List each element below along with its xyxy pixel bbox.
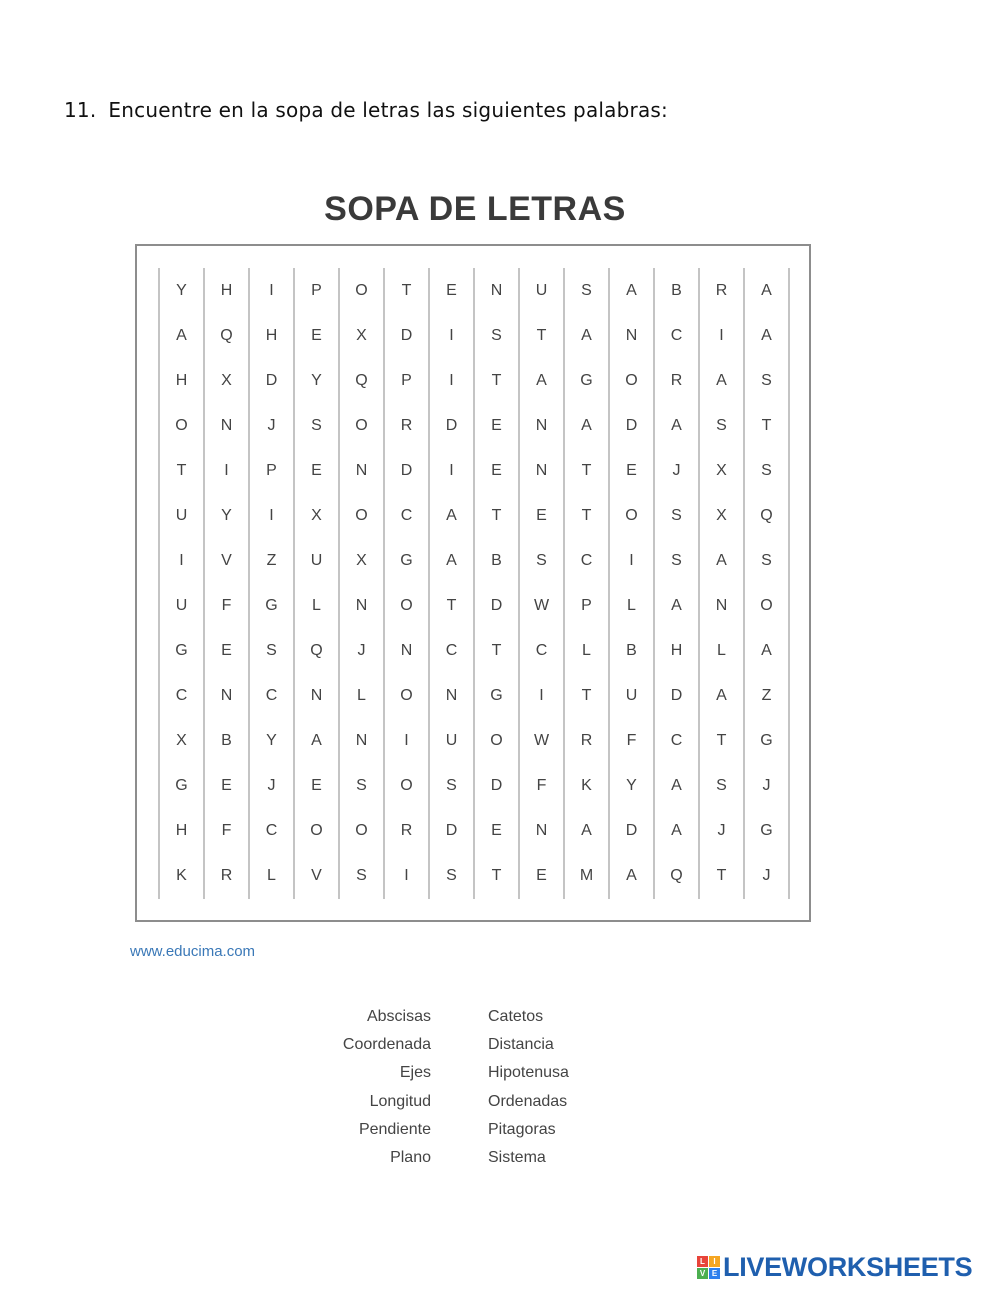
grid-cell[interactable]: Z (266, 551, 277, 569)
grid-cell[interactable]: S (761, 371, 772, 389)
grid-cell[interactable]: U (175, 596, 188, 614)
grid-cell[interactable]: N (355, 596, 368, 614)
grid-cell[interactable]: R (715, 281, 728, 299)
grid-cell[interactable]: C (445, 641, 458, 659)
grid-cell[interactable]: N (535, 821, 548, 839)
grid-cell[interactable]: T (761, 416, 772, 434)
grid-cell[interactable]: H (220, 281, 233, 299)
grid-cell[interactable]: I (269, 506, 274, 524)
grid-cell[interactable]: X (356, 326, 367, 344)
grid-cell[interactable]: T (716, 866, 727, 884)
grid-cell[interactable]: N (220, 416, 233, 434)
grid-cell[interactable]: C (265, 686, 278, 704)
grid-cell[interactable]: L (312, 596, 321, 614)
grid-cell[interactable]: E (311, 776, 322, 794)
grid-cell[interactable]: F (221, 596, 232, 614)
grid-cell[interactable]: C (670, 731, 683, 749)
grid-cell[interactable]: G (175, 776, 188, 794)
grid-cell[interactable]: T (491, 506, 502, 524)
question-number: 11. (64, 98, 97, 122)
grid-cell[interactable]: X (356, 551, 367, 569)
grid-cell[interactable]: T (491, 371, 502, 389)
grid-cell[interactable]: L (582, 641, 591, 659)
grid-cell[interactable]: B (671, 281, 682, 299)
grid-cell[interactable]: S (491, 326, 502, 344)
grid-cell[interactable]: C (265, 821, 278, 839)
grid-cell[interactable]: F (221, 821, 232, 839)
grid-cell[interactable]: L (357, 686, 366, 704)
grid-cell[interactable]: A (446, 506, 457, 524)
brand-text: LIVEWORKSHEETS (723, 1252, 973, 1282)
grid-cell[interactable]: O (400, 686, 413, 704)
grid-cell[interactable]: O (310, 821, 323, 839)
grid-cell[interactable]: B (626, 641, 637, 659)
grid-cell[interactable]: F (626, 731, 637, 749)
grid-cell[interactable]: Y (626, 776, 637, 794)
grid-cell[interactable]: T (536, 326, 547, 344)
word-item: Ejes (399, 1064, 431, 1082)
source-link[interactable]: www.educima.com (130, 943, 256, 960)
grid-cell[interactable]: W (533, 596, 550, 614)
grid-cell[interactable]: B (221, 731, 232, 749)
word-item: Plano (390, 1149, 431, 1167)
grid-cell[interactable]: N (355, 731, 368, 749)
instruction-line (64, 98, 668, 122)
grid-cell[interactable]: A (671, 776, 682, 794)
grid-cell[interactable]: G (760, 731, 773, 749)
grid-cell[interactable]: E (446, 281, 457, 299)
grid-cell[interactable]: O (400, 776, 413, 794)
grid-cell[interactable]: O (625, 506, 638, 524)
grid-cell[interactable]: R (670, 371, 683, 389)
grid-cell[interactable]: O (490, 731, 503, 749)
grid-cell[interactable]: U (625, 686, 638, 704)
grid-cell[interactable]: S (266, 641, 277, 659)
grid-cell[interactable]: A (671, 416, 682, 434)
grid-cell[interactable]: S (671, 506, 682, 524)
grid-cell[interactable]: A (626, 281, 637, 299)
grid-cell[interactable]: T (176, 461, 187, 479)
grid-cell[interactable]: D (490, 776, 503, 794)
grid-cell[interactable]: R (400, 416, 413, 434)
brand (697, 1252, 972, 1283)
grid-cell[interactable]: O (355, 821, 368, 839)
grid-cell[interactable]: Q (310, 641, 323, 659)
grid-cell[interactable]: S (311, 416, 322, 434)
word-list-left (290, 1003, 431, 1172)
grid-cell[interactable]: N (715, 596, 728, 614)
grid-cell[interactable]: A (761, 281, 772, 299)
grid-cell[interactable]: I (539, 686, 544, 704)
grid-cell[interactable]: A (716, 371, 727, 389)
grid-cell[interactable]: T (581, 686, 592, 704)
grid-cell[interactable]: S (761, 461, 772, 479)
grid-cell[interactable]: R (580, 731, 593, 749)
grid-cell[interactable]: J (267, 416, 276, 434)
grid-cell[interactable]: J (717, 821, 726, 839)
grid-cell[interactable]: E (491, 461, 502, 479)
puzzle-title: SOPA DE LETRAS (324, 190, 626, 228)
grid-cell[interactable]: N (490, 281, 503, 299)
grid-cell[interactable]: C (535, 641, 548, 659)
liveworksheets-logo-icon (697, 1256, 720, 1279)
grid-cell[interactable]: H (175, 371, 188, 389)
grid-cell[interactable]: H (175, 821, 188, 839)
grid-cell[interactable]: T (716, 731, 727, 749)
grid-cell[interactable]: A (626, 866, 637, 884)
grid-cell[interactable]: A (446, 551, 457, 569)
grid-cell[interactable]: X (221, 371, 232, 389)
logo-letter: I (709, 1256, 720, 1267)
grid-cell[interactable]: E (536, 506, 547, 524)
grid-cell[interactable]: O (355, 281, 368, 299)
word-list-right (488, 1003, 638, 1172)
grid-cell[interactable]: T (581, 506, 592, 524)
grid-cell[interactable]: J (762, 776, 771, 794)
grid-cell[interactable]: A (716, 551, 727, 569)
word-item: Pitagoras (488, 1120, 556, 1138)
grid-cell[interactable]: N (535, 416, 548, 434)
grid-cell[interactable]: P (401, 371, 412, 389)
grid-cell[interactable]: N (625, 326, 638, 344)
grid-cell[interactable]: D (400, 461, 413, 479)
grid-cell[interactable]: K (176, 866, 187, 884)
grid-cell[interactable]: H (670, 641, 683, 659)
grid-cell[interactable]: A (311, 731, 322, 749)
grid-cell[interactable]: I (224, 461, 229, 479)
grid-cell[interactable]: U (535, 281, 548, 299)
grid-cell[interactable]: A (176, 326, 187, 344)
grid-cell[interactable]: H (265, 326, 278, 344)
grid-cell[interactable]: J (357, 641, 366, 659)
grid-cell[interactable]: S (446, 776, 457, 794)
word-item: Ordenadas (488, 1092, 568, 1110)
grid-cell[interactable]: E (311, 461, 322, 479)
grid-cell[interactable]: E (626, 461, 637, 479)
grid-cell[interactable]: D (445, 821, 458, 839)
grid-cell[interactable]: D (400, 326, 413, 344)
grid-cell[interactable]: Y (221, 506, 232, 524)
grid-cell[interactable]: D (625, 416, 638, 434)
grid-cell[interactable]: S (671, 551, 682, 569)
grid-cell[interactable]: X (716, 461, 727, 479)
grid-cell[interactable]: C (580, 551, 593, 569)
grid-cell[interactable]: A (671, 596, 682, 614)
grid-cell[interactable]: G (760, 821, 773, 839)
grid-cell[interactable]: X (311, 506, 322, 524)
grid-cell[interactable]: T (491, 641, 502, 659)
grid-cell[interactable]: A (671, 821, 682, 839)
grid-cell[interactable]: P (266, 461, 277, 479)
grid-cell[interactable]: T (491, 866, 502, 884)
grid-cell[interactable]: N (355, 461, 368, 479)
grid-cell[interactable]: P (311, 281, 322, 299)
grid-cell[interactable]: L (717, 641, 726, 659)
word-item: Longitud (369, 1092, 431, 1110)
grid-cell[interactable]: Q (670, 866, 683, 884)
grid-cell[interactable]: R (400, 821, 413, 839)
grid-cell[interactable]: G (175, 641, 188, 659)
grid-cell[interactable]: O (355, 416, 368, 434)
grid-cell[interactable]: T (401, 281, 412, 299)
grid-cell[interactable]: I (404, 866, 409, 884)
grid-cell[interactable]: A (536, 371, 547, 389)
grid-cell[interactable]: S (356, 776, 367, 794)
grid-cell[interactable]: I (404, 731, 409, 749)
grid-cell[interactable]: Y (311, 371, 322, 389)
grid-cell[interactable]: E (221, 776, 232, 794)
grid-cell[interactable]: N (445, 686, 458, 704)
word-item: Sistema (488, 1149, 546, 1167)
grid-cell[interactable]: L (267, 866, 276, 884)
grid-cell[interactable]: U (175, 506, 188, 524)
grid-cell[interactable]: D (265, 371, 278, 389)
grid-cell[interactable]: S (581, 281, 592, 299)
grid-cell[interactable]: N (535, 461, 548, 479)
word-item: Pendiente (358, 1120, 431, 1138)
grid-cell[interactable]: J (762, 866, 771, 884)
grid-cell[interactable]: O (400, 596, 413, 614)
grid-cell[interactable]: T (446, 596, 457, 614)
grid-cell[interactable]: Q (355, 371, 368, 389)
grid-cell[interactable]: G (490, 686, 503, 704)
grid-cell[interactable]: C (670, 326, 683, 344)
grid-cell[interactable]: S (716, 776, 727, 794)
grid-cell[interactable]: W (533, 731, 550, 749)
grid-cell[interactable]: F (536, 776, 547, 794)
grid-cell[interactable]: A (761, 326, 772, 344)
grid-cell[interactable]: I (449, 326, 454, 344)
grid-cell[interactable]: U (445, 731, 458, 749)
grid-cell[interactable]: G (400, 551, 413, 569)
grid-cell[interactable]: I (449, 371, 454, 389)
grid-cell[interactable]: I (719, 326, 724, 344)
grid-cell[interactable]: Q (220, 326, 233, 344)
grid-cell[interactable]: O (175, 416, 188, 434)
grid-cell[interactable]: Y (176, 281, 187, 299)
grid-cell[interactable]: O (625, 371, 638, 389)
grid-cell[interactable]: M (579, 866, 594, 884)
grid-cell[interactable]: A (716, 686, 727, 704)
word-item: Hipotenusa (488, 1064, 569, 1082)
word-item: Distancia (488, 1036, 554, 1054)
grid-cell[interactable]: L (627, 596, 636, 614)
grid-cell[interactable]: B (491, 551, 502, 569)
grid-cell[interactable]: S (446, 866, 457, 884)
grid-cell[interactable]: I (449, 461, 454, 479)
logo-letter: L (697, 1256, 708, 1267)
letter-grid (159, 268, 789, 898)
word-item: Coordenada (342, 1036, 431, 1054)
grid-cell[interactable]: A (581, 326, 592, 344)
grid-cell[interactable]: A (761, 641, 772, 659)
logo-letter: E (709, 1268, 720, 1279)
grid-cell[interactable]: I (629, 551, 634, 569)
word-item: Catetos (488, 1008, 544, 1025)
grid-cell[interactable]: E (221, 641, 232, 659)
grid-cell[interactable]: C (400, 506, 413, 524)
grid-cell[interactable]: V (311, 866, 322, 884)
grid-cell[interactable]: A (581, 416, 592, 434)
grid-cell[interactable]: V (221, 551, 232, 569)
word-item: Abscisas (366, 1008, 431, 1025)
instruction-text: Encuentre en la sopa de letras las siguientes palabras: (108, 98, 668, 122)
grid-cell[interactable]: G (580, 371, 593, 389)
grid-cell[interactable]: O (760, 596, 773, 614)
grid-cell[interactable]: X (176, 731, 187, 749)
grid-cell[interactable]: A (581, 821, 592, 839)
grid-cell[interactable]: U (310, 551, 323, 569)
grid-cell[interactable]: E (491, 821, 502, 839)
grid-cell[interactable]: J (267, 776, 276, 794)
grid-cell[interactable]: D (670, 686, 683, 704)
grid-cell[interactable]: D (625, 821, 638, 839)
grid-cell[interactable]: K (581, 776, 592, 794)
grid-cell[interactable]: Q (760, 506, 773, 524)
grid-cell[interactable]: E (536, 866, 547, 884)
grid-cell[interactable]: C (175, 686, 188, 704)
grid-cell[interactable]: N (310, 686, 323, 704)
grid-cell[interactable]: G (265, 596, 278, 614)
logo-letter: V (697, 1268, 708, 1279)
grid-cell[interactable]: T (581, 461, 592, 479)
grid-cell[interactable]: P (581, 596, 592, 614)
grid-cell[interactable]: S (761, 551, 772, 569)
grid-cell[interactable]: Y (266, 731, 277, 749)
grid-cell[interactable]: D (445, 416, 458, 434)
grid-cell[interactable]: O (355, 506, 368, 524)
grid-cell[interactable]: X (716, 506, 727, 524)
grid-cell[interactable]: I (269, 281, 274, 299)
grid-cell[interactable]: E (311, 326, 322, 344)
grid-cell[interactable]: S (356, 866, 367, 884)
grid-cell[interactable]: I (179, 551, 184, 569)
grid-cell[interactable]: S (536, 551, 547, 569)
grid-cell[interactable]: N (220, 686, 233, 704)
grid-cell[interactable]: D (490, 596, 503, 614)
grid-cell[interactable]: R (220, 866, 233, 884)
grid-cell[interactable]: Z (761, 686, 772, 704)
grid-cell[interactable]: E (491, 416, 502, 434)
grid-cell[interactable]: N (400, 641, 413, 659)
grid-cell[interactable]: S (716, 416, 727, 434)
grid-cell[interactable]: J (672, 461, 681, 479)
